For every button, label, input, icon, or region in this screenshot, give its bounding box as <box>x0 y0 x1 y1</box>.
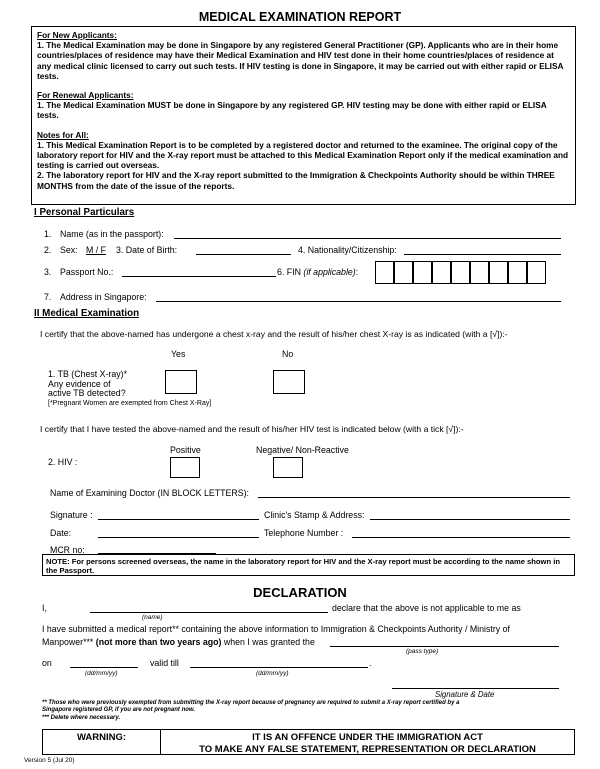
tb-no-checkbox[interactable] <box>273 370 305 394</box>
sex-value[interactable]: M / F <box>86 245 107 255</box>
submitted-text: I have submitted a medical report** containing the above information to Immigration & Checkpoints Authority / Ministry of <box>42 624 510 634</box>
notes-heading: Notes for All: <box>37 129 89 140</box>
date-hint-2: (dd/mm/yy) <box>256 670 289 677</box>
telephone-field[interactable] <box>352 537 570 538</box>
no-label: No <box>282 349 294 359</box>
fin-label: 6. FIN (if applicable): <box>277 267 359 277</box>
declaration-heading: DECLARATION <box>253 585 347 600</box>
negative-label: Negative/ Non-Reactive <box>256 445 349 455</box>
pass-type-field[interactable] <box>330 646 559 647</box>
dob-label: 3. Date of Birth: <box>116 245 178 255</box>
nationality-label: 4. Nationality/Citizenship: <box>298 245 397 255</box>
signature-field[interactable] <box>98 519 259 520</box>
fin-char-box[interactable] <box>527 261 546 284</box>
valid-till-field[interactable] <box>190 667 368 668</box>
tb-yes-checkbox[interactable] <box>165 370 197 394</box>
nationality-field[interactable] <box>404 254 561 255</box>
note-1: 1. This Medical Examination Report is to be completed by a registered doctor and returned to the examinee. The original copy of the laboratory report for HIV and the X-ray report must be attached to this Medical Examination Report only if the medical examination and testing is carried out overseas. <box>37 139 569 171</box>
page-title: MEDICAL EXAMINATION REPORT <box>198 10 402 24</box>
fin-char-box[interactable] <box>413 261 432 284</box>
clinic-stamp-field[interactable] <box>370 519 570 520</box>
dob-field[interactable] <box>196 254 291 255</box>
mcr-label: MCR no: <box>50 545 85 555</box>
valid-till-label: valid till <box>150 658 179 668</box>
period: . <box>369 658 372 668</box>
tb-question: 1. TB (Chest X-ray)* Any evidence of active TB detected? <box>48 369 128 398</box>
item-number-7: 7. <box>44 292 52 302</box>
warning-label: WARNING: <box>43 730 161 754</box>
renewal-applicants-text: 1. The Medical Examination MUST be done in Singapore by any registered GP. HIV testing may be done with either rapid or ELISA tests. <box>37 100 547 121</box>
hiv-positive-checkbox[interactable] <box>170 457 200 478</box>
instructions-box <box>31 26 576 205</box>
version-label: Version 5 (Jul 20) <box>24 757 75 764</box>
issue-date-field[interactable] <box>70 667 138 668</box>
xray-certification: I certify that the above-named has undergone a chest x-ray and the result of his/her chest X-ray is as indicated (with a [√]):- <box>40 329 508 339</box>
manpower-line: Manpower*** (not more than two years ago) when I was granted the <box>42 637 315 647</box>
signature-date-label: Signature & Date <box>435 690 495 699</box>
footnote: ** Those who were previously exempted from submitting the X-ray report because of pregnancy are required to submit a X-ray report certified by a Singapore registered GP, if you are not pregnant now. *** Delete where necessary. <box>42 700 460 721</box>
fin-char-box[interactable] <box>508 261 527 284</box>
fin-char-box[interactable] <box>394 261 413 284</box>
date-label: Date: <box>50 528 72 538</box>
item-number-2: 2. <box>44 245 52 255</box>
name-field[interactable] <box>174 238 561 239</box>
warning-text: IT IS AN OFFENCE UNDER THE IMMIGRATION ACT TO MAKE ANY FALSE STATEMENT, REPRESENTATION OR DECLARATION <box>199 732 536 755</box>
passport-label: Passport No.: <box>60 267 114 277</box>
item-number-3: 3. <box>44 267 52 277</box>
doctor-name-field[interactable] <box>258 497 570 498</box>
sex-label: Sex: <box>60 245 78 255</box>
pass-type-hint: (pass type) <box>406 648 439 655</box>
hiv-negative-checkbox[interactable] <box>273 457 303 478</box>
note-2: 2. The laboratory report for HIV and the X-ray report submitted to the Immigration & Checkpoints Authority should be within THREE MONTHS from the date of the issue of the reports. <box>37 170 555 191</box>
signature-label: Signature : <box>50 510 93 520</box>
item-number-1: 1. <box>44 229 52 239</box>
doctor-name-label: Name of Examining Doctor (IN BLOCK LETTERS): <box>50 488 249 498</box>
positive-label: Positive <box>170 445 201 455</box>
warning-box <box>42 729 575 755</box>
declaration-i: I, <box>42 603 47 613</box>
hiv-certification: I certify that I have tested the above-named and the result of his/her HIV test is indicated below (with a tick [√]):- <box>40 424 464 434</box>
personal-particulars-heading: I Personal Particulars <box>34 207 135 218</box>
passport-field[interactable] <box>122 276 276 277</box>
declaration-signature-field[interactable] <box>392 688 559 689</box>
renewal-applicants-heading: For Renewal Applicants: <box>37 90 134 101</box>
passport-name-note: NOTE: For persons screened overseas, the name in the laboratory report for HIV and the X-ray report must be according to the name shown in the Passport. <box>42 554 575 576</box>
address-field[interactable] <box>156 301 561 302</box>
yes-label: Yes <box>171 349 186 359</box>
hiv-label: 2. HIV : <box>48 457 78 467</box>
telephone-label: Telephone Number : <box>264 528 344 538</box>
address-label: Address in Singapore: <box>60 292 147 302</box>
name-hint: (name) <box>142 614 163 621</box>
declare-text: declare that the above is not applicable to me as <box>332 603 521 613</box>
medical-examination-heading: II Medical Examination <box>34 308 140 319</box>
date-field[interactable] <box>98 537 259 538</box>
declarant-name-field[interactable] <box>90 612 328 613</box>
date-hint-1: (dd/mm/yy) <box>85 670 118 677</box>
fin-char-box[interactable] <box>451 261 470 284</box>
fin-char-box[interactable] <box>470 261 489 284</box>
new-applicants-heading: For New Applicants: <box>37 30 117 40</box>
clinic-stamp-label: Clinic's Stamp & Address: <box>264 510 365 520</box>
new-applicants-text: 1. The Medical Examination may be done in Singapore by any registered General Practitioner (GP). Applicants who are in their home countries/places of residence may have their Medical Examination and HIV test done in their home countries/places of residence at any medical clinic licensed to carry out such tests. If HIV testing is done in Singapore, it may be carried out with either rapid or ELISA tests. <box>37 40 564 81</box>
tb-pregnancy-note: [*Pregnant Women are exempted from Chest X-Ray] <box>48 400 212 407</box>
name-label: Name (as in the passport): <box>60 229 164 239</box>
fin-char-box[interactable] <box>375 261 394 284</box>
fin-char-box[interactable] <box>489 261 508 284</box>
on-label: on <box>42 658 52 668</box>
fin-char-box[interactable] <box>432 261 451 284</box>
